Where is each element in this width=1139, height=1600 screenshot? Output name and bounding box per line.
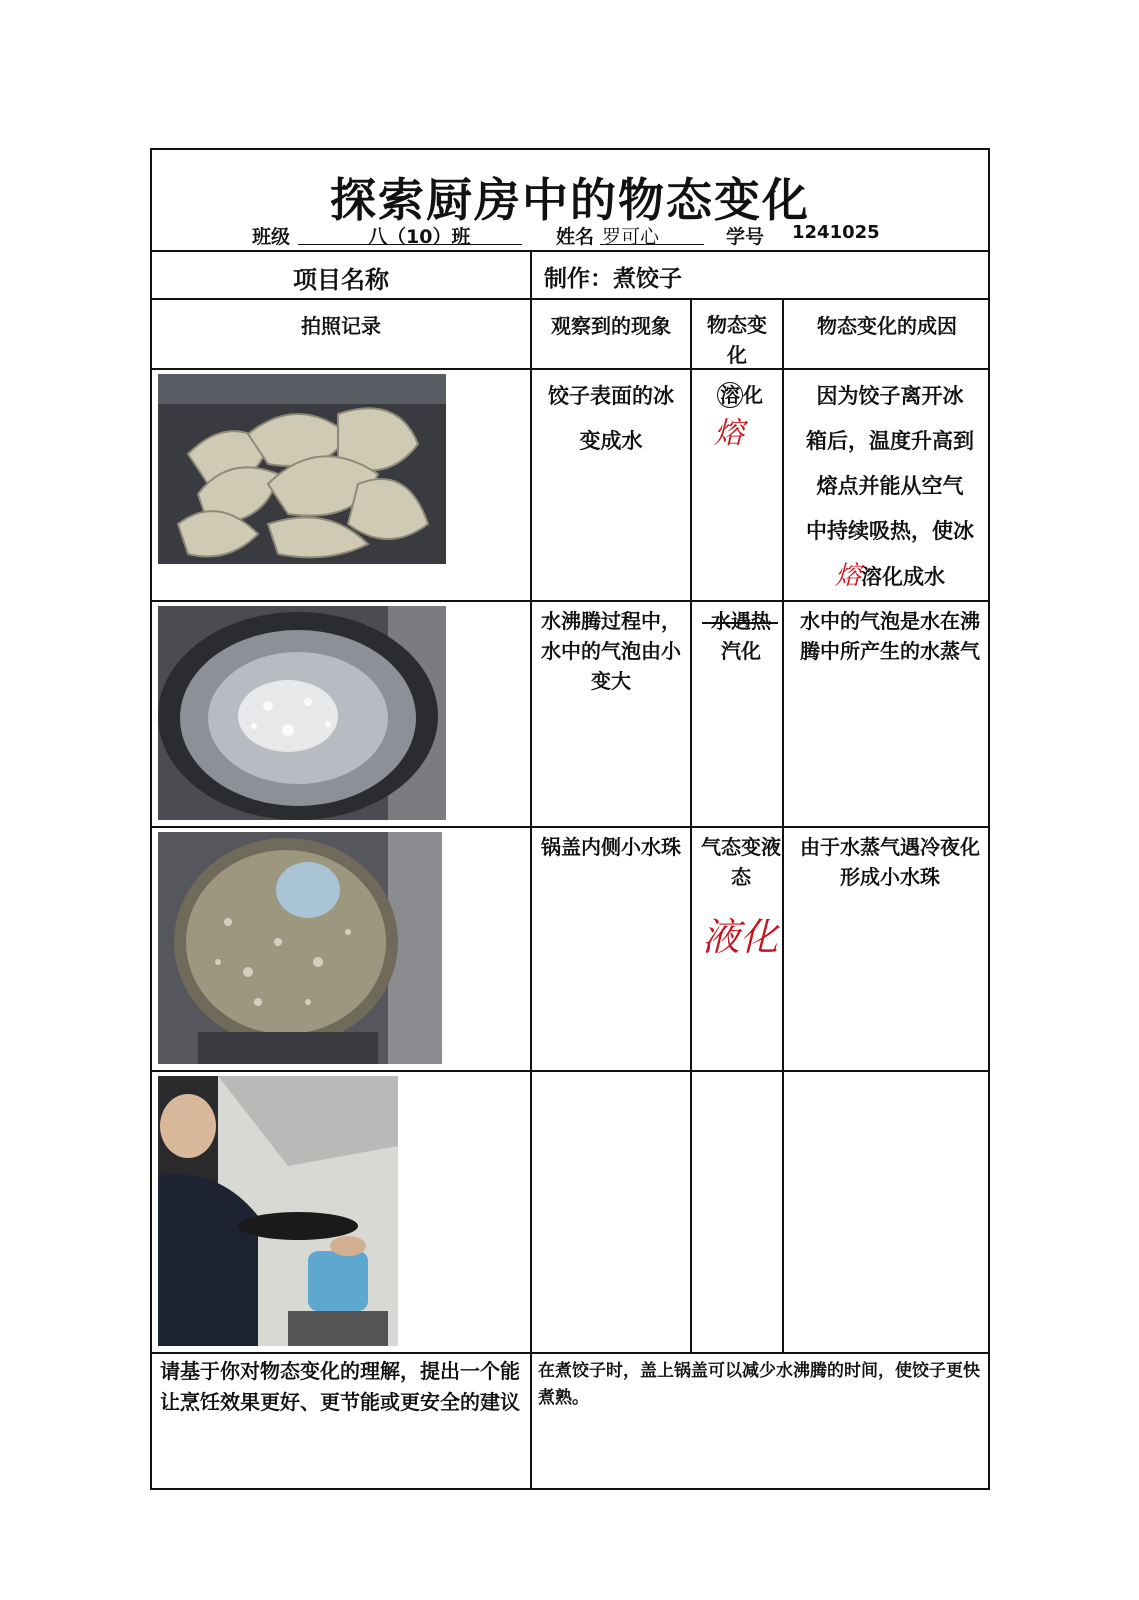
row1-phenomenon: 饺子表面的冰变成水 [548, 384, 674, 453]
header-photo: 拍照记录 [301, 314, 381, 338]
row1-change: 溶 化 [700, 380, 780, 410]
grid-line [152, 1352, 988, 1354]
lid-image [158, 832, 442, 1064]
header-cause: 物态变化的成因 [817, 314, 957, 338]
grid-line [152, 1070, 988, 1072]
grid-line [782, 298, 784, 1352]
row3-phenomenon: 锅盖内侧小水珠 [541, 835, 681, 859]
project-label: 项目名称 [293, 266, 389, 294]
name-label: 姓名 [556, 226, 595, 248]
circled-character: 溶 [717, 382, 743, 408]
grid-line [152, 298, 988, 300]
dumplings-image [158, 374, 446, 564]
suggestion-prompt: 请基于你对物态变化的理解，提出一个能让烹饪效果更好、更节能或更安全的建议 [160, 1359, 520, 1414]
strikethrough [702, 622, 778, 624]
name-value: 罗可心 [602, 226, 660, 248]
project-value: 制作：煮饺子 [544, 266, 682, 292]
boiling-pot-photo [158, 606, 446, 820]
grid-line [690, 298, 692, 1352]
row3-change-correction: 液化 [702, 915, 779, 959]
boiling-image [158, 606, 446, 820]
worksheet-table [150, 148, 990, 1490]
header-phenomenon: 观察到的现象 [551, 314, 671, 338]
grid-line [152, 368, 988, 370]
row2-change-struck: 水遇热 [711, 609, 771, 633]
id-label: 学号 [726, 226, 765, 248]
frozen-dumplings-photo [158, 374, 446, 564]
row2-change: 汽化 [721, 639, 761, 663]
row2-cause: 水中的气泡是水在沸腾中所产生的水蒸气 [800, 609, 980, 663]
class-label: 班级 [252, 226, 291, 248]
id-value: 1241025 [792, 222, 880, 243]
row1-change-correction: 熔 [714, 416, 744, 451]
cause-correction: 熔 [834, 561, 861, 591]
row3-cause: 由于水蒸气遇冷夜化形成小水珠 [800, 835, 980, 889]
grid-line [152, 600, 988, 602]
class-value: 八（10）班 [368, 226, 471, 248]
grid-line [152, 826, 988, 828]
student-cooking-photo [158, 1076, 398, 1346]
worksheet-title: 探索厨房中的物态变化 [330, 173, 810, 227]
header-change: 物态变化 [707, 313, 767, 367]
row1-cause: 因为饺子离开冰 箱后，温度升高到 熔点并能从空气 中持续吸热，使冰 熔溶化成水 [806, 384, 974, 591]
cooking-image [158, 1076, 398, 1346]
pot-lid-photo [158, 832, 442, 1064]
grid-line [152, 250, 988, 252]
row2-phenomenon: 水沸腾过程中，水中的气泡由小变大 [541, 609, 681, 693]
row3-change: 气态变液态 [701, 835, 781, 889]
grid-line [530, 250, 532, 1490]
suggestion-answer: 在煮饺子时，盖上锅盖可以减少水沸腾的时间，使饺子更快煮熟。 [538, 1361, 980, 1408]
